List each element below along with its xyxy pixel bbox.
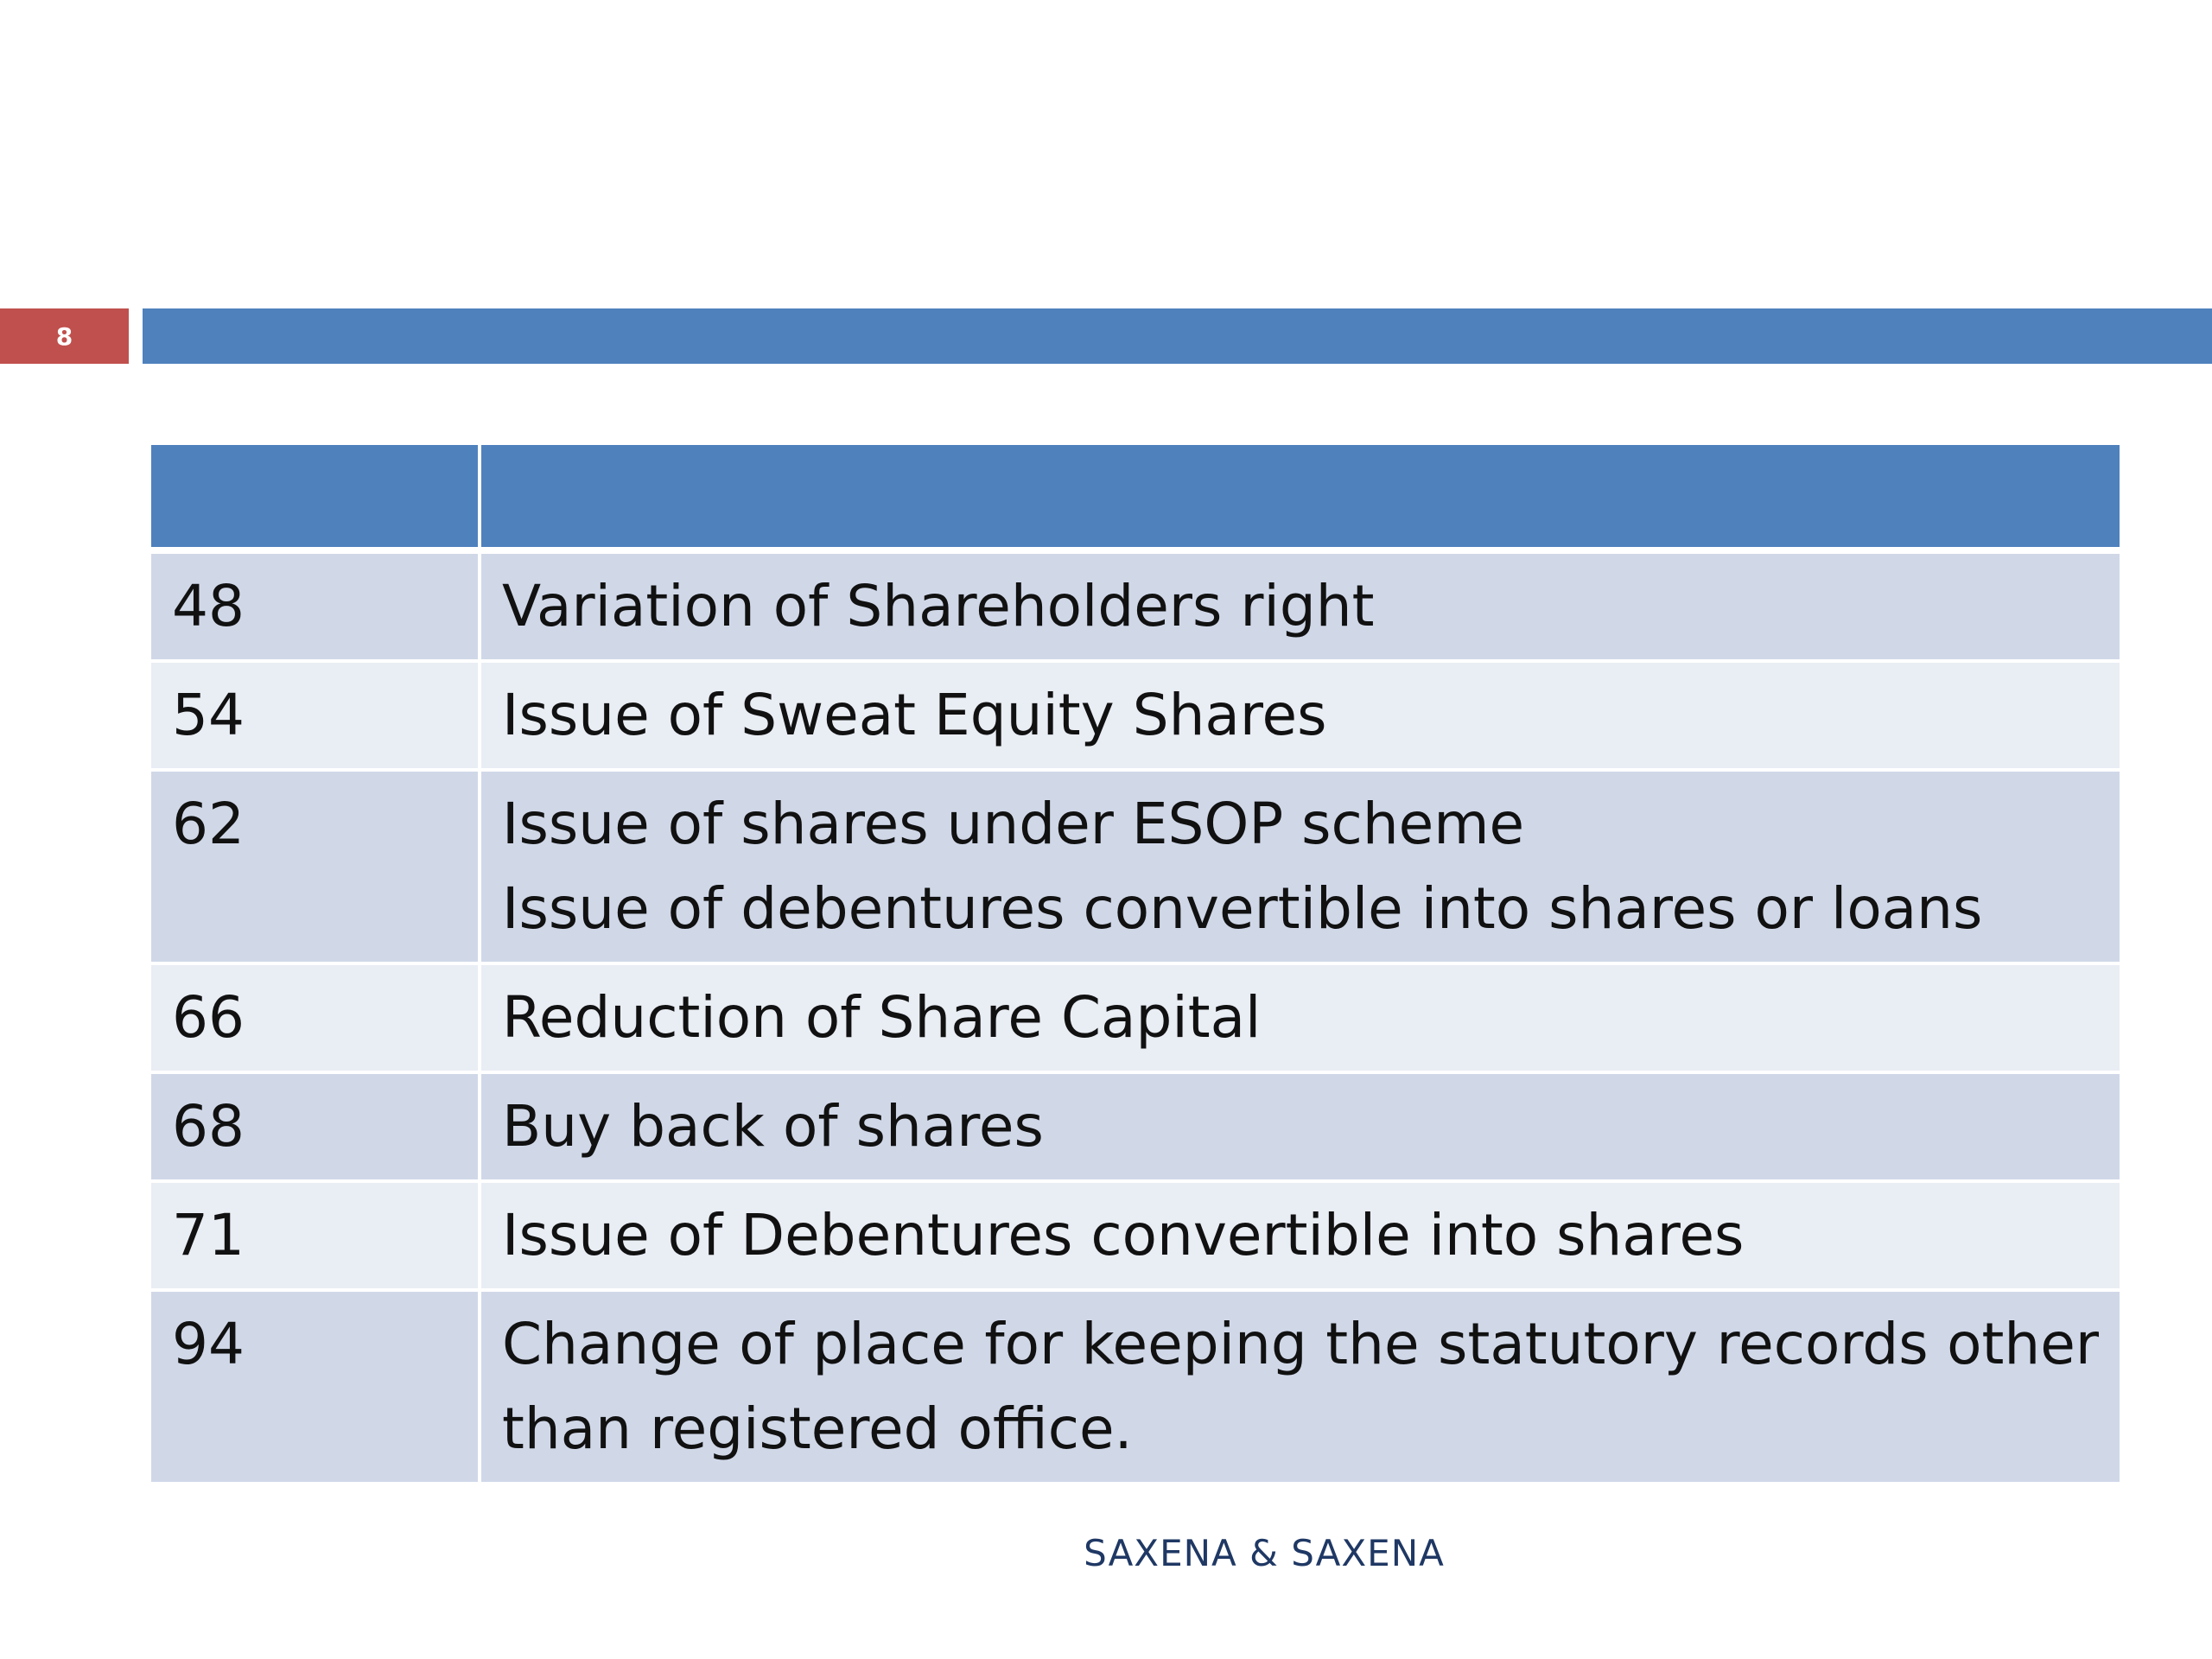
description-line: Issue of shares under ESOP scheme xyxy=(502,791,1525,857)
footer-text: SAXENA & SAXENA xyxy=(1084,1532,1445,1574)
section-description xyxy=(480,1072,2121,1181)
section-description xyxy=(480,963,2121,1072)
table-row xyxy=(149,1072,2121,1181)
section-number: 62 xyxy=(149,770,480,963)
description-line: Issue of Sweat Equity Shares xyxy=(502,682,1327,748)
description-line: Variation of Shareholders right xyxy=(502,573,1375,639)
sections-table-container xyxy=(148,442,2120,1485)
header-cell-description xyxy=(480,443,2121,550)
description-line: Buy back of shares xyxy=(502,1093,1044,1160)
section-description xyxy=(480,1290,2121,1484)
section-description xyxy=(480,770,2121,963)
sections-table xyxy=(148,442,2123,1485)
section-description xyxy=(480,550,2121,661)
table-row xyxy=(149,550,2121,661)
table-row xyxy=(149,770,2121,963)
description-line: Reduction of Share Capital xyxy=(502,984,1262,1051)
section-number: 68 xyxy=(149,1072,480,1181)
section-description xyxy=(480,1181,2121,1290)
table-row xyxy=(149,1181,2121,1290)
section-number: 54 xyxy=(149,661,480,770)
description-line: Change of place for keeping the statutory records other than registered office. xyxy=(502,1311,2099,1462)
table-row xyxy=(149,1290,2121,1484)
table-row xyxy=(149,661,2121,770)
title-bar xyxy=(143,308,2212,364)
slide-number: 8 xyxy=(0,308,129,364)
header-cell-section xyxy=(149,443,480,550)
description-line: Issue of debentures convertible into shares or loans xyxy=(502,875,1983,942)
table-row xyxy=(149,963,2121,1072)
section-number: 66 xyxy=(149,963,480,1072)
section-number: 48 xyxy=(149,550,480,661)
section-description xyxy=(480,661,2121,770)
table-header-row xyxy=(149,443,2121,550)
section-number: 94 xyxy=(149,1290,480,1484)
section-number: 71 xyxy=(149,1181,480,1290)
description-line: Issue of Debentures convertible into shares xyxy=(502,1202,1745,1268)
